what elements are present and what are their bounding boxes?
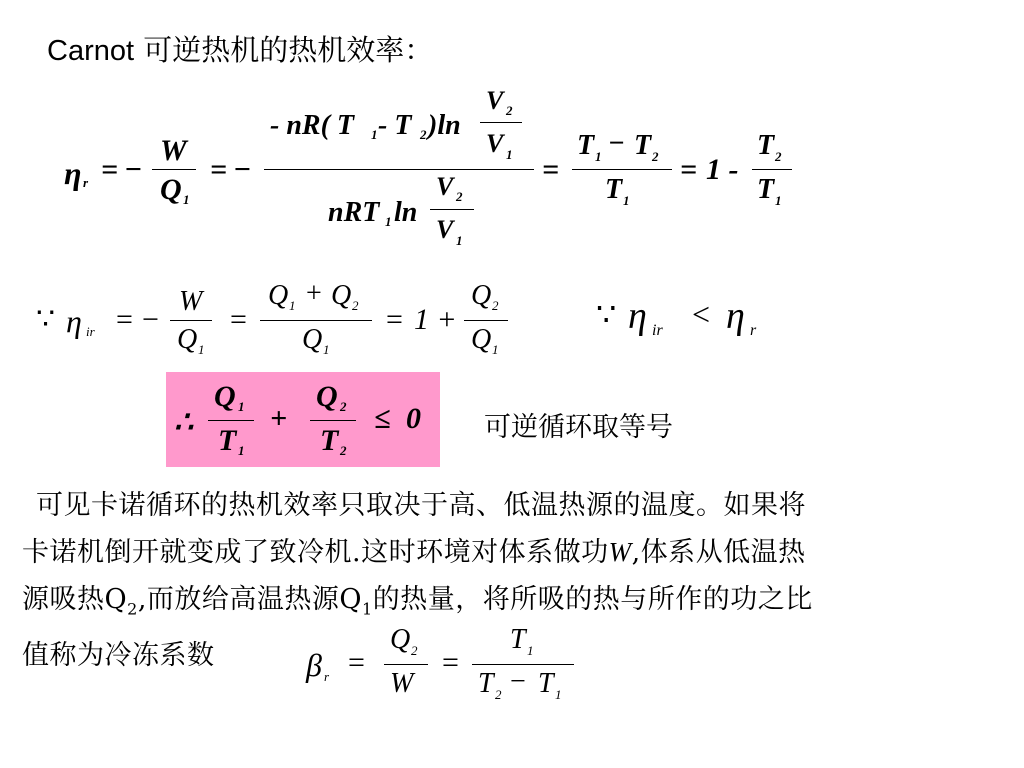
less-equal-sign: ≤ xyxy=(374,402,391,435)
subscript: 2 xyxy=(492,298,499,313)
equals-sign: = xyxy=(542,153,560,186)
paragraph-line: 值称为冷冻系数 xyxy=(22,640,215,672)
eta-subscript: ir xyxy=(86,324,95,339)
big-numerator-a: - nR( T xyxy=(270,110,354,141)
irreversible-equation xyxy=(0,0,1024,380)
subscript: 2 xyxy=(340,443,347,458)
title-text: 可逆热机的热机效率： xyxy=(143,33,434,67)
subscript: 1 xyxy=(385,214,392,229)
fraction-bar xyxy=(464,320,508,321)
heat-q2: Q xyxy=(471,280,492,311)
temp-t1: T xyxy=(510,624,526,655)
efficiency-comparison xyxy=(590,292,790,342)
subscript: 1 xyxy=(323,342,330,357)
line-text: 源吸热Q xyxy=(22,584,128,615)
eta-subscript: r xyxy=(83,175,89,190)
heat-q1: Q xyxy=(471,324,492,355)
work-denominator: W xyxy=(390,668,414,699)
subscript: 1 xyxy=(362,599,373,619)
subscript: 1 xyxy=(527,643,534,658)
subscript: 2 xyxy=(411,643,418,658)
temp-t1: T xyxy=(538,668,554,699)
equals-sign: = xyxy=(101,153,119,186)
subscript: 1 xyxy=(183,192,190,207)
temp-t1: T xyxy=(757,174,775,205)
eta-symbol: η xyxy=(726,295,745,337)
equals-sign: = xyxy=(230,303,247,336)
equals-sign: = xyxy=(116,303,133,336)
eta-subscript: r xyxy=(750,322,757,339)
volume-v2: V xyxy=(486,86,504,115)
temp-t2: T xyxy=(320,424,339,457)
subscript: 1 xyxy=(506,147,513,162)
temp-t1: T xyxy=(605,174,623,205)
equals-sign: = xyxy=(386,303,403,336)
minus-sign: − xyxy=(124,153,143,186)
less-than-sign: < xyxy=(692,296,711,332)
volume-v1: V xyxy=(486,129,504,158)
subscript: 2 xyxy=(495,687,502,702)
heat-q2: Q xyxy=(316,380,338,413)
fraction-bar xyxy=(170,320,212,321)
subscript: 2 xyxy=(420,127,427,142)
zero: 0 xyxy=(406,402,421,435)
fraction-bar xyxy=(260,320,372,321)
heat-q1: Q xyxy=(177,324,198,355)
work-numerator: W xyxy=(179,286,203,317)
subscript: 1 xyxy=(238,443,245,458)
volume-v1: V xyxy=(436,215,454,244)
big-numerator-c: )ln xyxy=(428,110,461,141)
temp-t1: T xyxy=(577,130,595,161)
plus-sign: + xyxy=(270,402,288,435)
line-text: ,而放给高温热源Q xyxy=(137,584,363,615)
subscript: 2 xyxy=(775,149,782,164)
heat-q2: Q xyxy=(331,280,352,311)
subscript: 1 xyxy=(555,687,562,702)
heat-denominator: Q xyxy=(160,173,182,206)
line-text: ,体系从低温热 xyxy=(631,537,806,568)
line-text: 卡诺机倒开就变成了致冷机.这时环境对体系做功 xyxy=(22,537,609,568)
because-symbol: ∵ xyxy=(36,303,56,336)
subscript: 1 xyxy=(238,399,245,414)
one-plus: 1 + xyxy=(414,303,457,336)
paragraph-line xyxy=(22,529,1022,576)
minus-sign: − xyxy=(142,303,159,336)
big-numerator-b: - T xyxy=(378,110,412,141)
subscript: 1 xyxy=(198,342,205,357)
temp-t2: T xyxy=(634,130,652,161)
one-minus: 1 - xyxy=(706,153,739,186)
subscript: 1 xyxy=(623,193,630,208)
eta-symbol: η xyxy=(64,155,82,191)
beta-subscript: r xyxy=(324,669,330,684)
ln-text: ln xyxy=(394,197,418,228)
subscript: 2 xyxy=(127,599,138,619)
heat-q2: Q xyxy=(390,624,411,655)
clausius-inequality xyxy=(166,372,440,467)
subscript: 2 xyxy=(506,103,513,118)
plus-sign: + xyxy=(306,278,322,309)
work-symbol: W xyxy=(608,537,632,567)
equals-sign: = xyxy=(210,153,228,186)
fraction-bar xyxy=(208,420,254,421)
fraction-bar xyxy=(472,664,574,665)
minus-sign: − xyxy=(233,153,252,186)
subscript: 2 xyxy=(352,298,359,313)
subscript: 2 xyxy=(340,399,347,414)
subscript: 1 xyxy=(775,193,782,208)
equals-sign: = xyxy=(442,646,459,679)
equals-sign: = xyxy=(348,646,365,679)
big-denominator: nRT xyxy=(328,197,380,228)
paragraph-line: 可见卡诺循环的热机效率只取决于高、低温热源的温度。如果将 xyxy=(36,490,806,521)
equals-sign: = xyxy=(680,153,698,186)
subscript: 1 xyxy=(371,127,378,142)
fraction-bar xyxy=(310,420,356,421)
refrigeration-coefficient xyxy=(300,620,590,710)
subscript: 2 xyxy=(652,149,659,164)
temp-t2: T xyxy=(757,130,775,161)
subscript: 1 xyxy=(595,149,602,164)
eta-symbol: η xyxy=(66,303,82,339)
title-carnot: Carnot xyxy=(47,35,135,67)
equality-note: 可逆循环取等号 xyxy=(484,412,673,443)
heat-q1: Q xyxy=(214,380,236,413)
volume-v2: V xyxy=(436,172,454,201)
because-symbol: ∵ xyxy=(596,296,617,332)
minus-sign: − xyxy=(608,128,625,159)
eta-subscript: ir xyxy=(652,322,663,339)
temp-t1: T xyxy=(218,424,237,457)
subscript: 1 xyxy=(289,298,296,313)
subscript: 2 xyxy=(456,189,463,204)
temp-t2: T xyxy=(478,668,494,699)
minus-sign: − xyxy=(510,666,526,697)
therefore-symbol: ∴ xyxy=(174,406,194,439)
line-text: 的热量，将所吸的热与所作的功之比 xyxy=(372,584,813,615)
beta-symbol: β xyxy=(306,647,322,683)
subscript: 1 xyxy=(456,233,463,248)
subscript: 1 xyxy=(492,342,499,357)
work-numerator: W xyxy=(160,134,187,167)
heat-q1: Q xyxy=(268,280,289,311)
heat-q1: Q xyxy=(302,324,323,355)
eta-symbol: η xyxy=(628,295,647,337)
fraction-bar xyxy=(384,664,428,665)
